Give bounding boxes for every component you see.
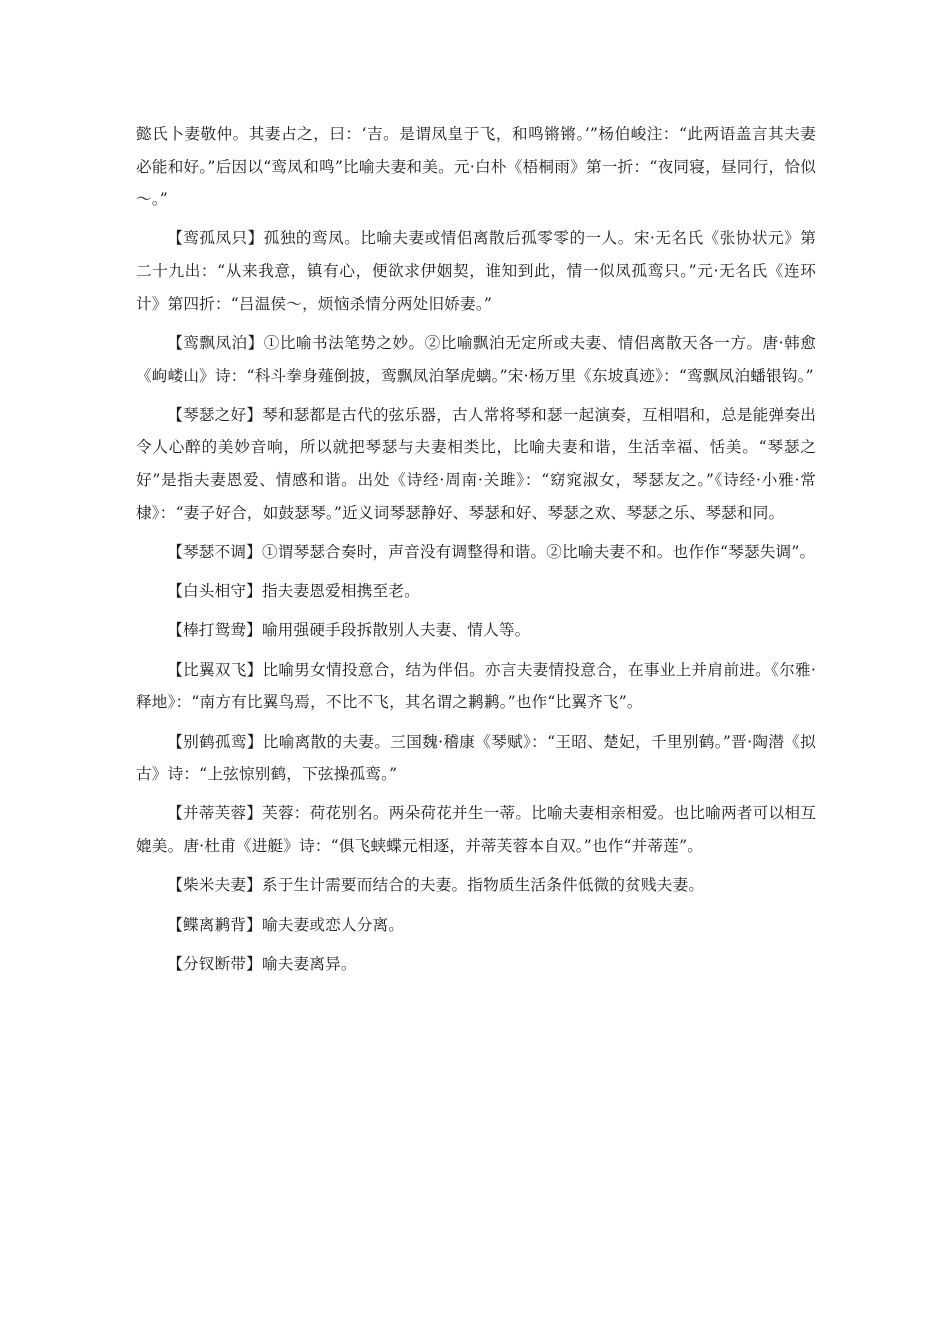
entry-text: 系于生计需要而结合的夫妻。指物质生活条件低微的贫贱夫妻。: [261, 876, 705, 895]
entry-text: 喻夫妻离异。: [261, 954, 357, 973]
entry-term: 【分钗断带】: [167, 954, 262, 973]
entry-qin-se-bu-tiao: [136, 536, 816, 569]
entry-text: ①比喻书法笔势之妙。②比喻飘泊无定所或夫妻、情侣离散天各一方。唐·韩愈《岣嵝山》诗：“科斗拳身薤倒披，鸾飘凤泊拏虎螭。”宋·杨万里《东坡真迹》：“鸾飘凤泊蟠银钩。”: [136, 333, 816, 385]
entry-term: 【柴米夫妻】: [167, 876, 262, 895]
entry-luan-piao-feng-bo: [136, 327, 816, 392]
entry-bang-da-yuan-yang: [136, 614, 816, 647]
entry-luan-gu-feng-zhi: [136, 222, 816, 320]
entry-bai-tou-xiang-shou: [136, 575, 816, 608]
entry-term: 【鲽离鹣背】: [167, 915, 262, 934]
entry-text: 芙蓉：荷花别名。两朵荷花并生一蒂。比喻夫妻相亲相爱。也比喻两者可以相互媲美。唐·杜甫《进艇》诗：“俱飞蛱蝶元相逐，并蒂芙蓉本自双。”也作“并蒂莲”。: [136, 804, 816, 856]
entry-term: 【琴瑟不调】: [167, 542, 262, 561]
entry-term: 【别鹤孤鸾】: [167, 732, 263, 751]
entry-text: ①谓琴瑟合奏时，声音没有调整得和谐。②比喻夫妻不和。也作作“琴瑟失调”。: [261, 542, 816, 561]
entry-die-li-jian-bei: [136, 909, 816, 942]
entry-text: 比喻男女情投意合，结为伴侣。亦言夫妻情投意合，在事业上并肩前进。《尔雅·释地》：“南方有比翼鸟焉，不比不飞，其名谓之鹣鹣。”也作“比翼齐飞”。: [136, 660, 817, 712]
entry-qin-se-zhi-hao: [136, 399, 816, 529]
entry-term: 【鸾孤凤只】: [167, 229, 264, 248]
entry-continuation: [136, 118, 816, 216]
entry-bing-di-fu-rong: [136, 797, 816, 862]
entry-text: 孤独的鸾凤。比喻夫妻或情侣离散后孤零零的一人。宋·无名氏《张协状元》第二十九出：“从来我意，镇有心，便欲求伊姻契，谁知到此，情一似凤孤鸾只。”元·无名氏《连环计》第四折：“吕温侯～，烦恼杀情分两处旧娇妻。”: [136, 229, 816, 313]
entry-bie-he-gu-luan: [136, 726, 816, 791]
entry-term: 【白头相守】: [167, 582, 262, 601]
entry-fen-chai-duan-dai: [136, 948, 816, 981]
entry-bi-yi-shuang-fei: [136, 654, 816, 719]
entry-text: 指夫妻恩爱相携至老。: [261, 582, 420, 601]
entry-term: 【并蒂芙蓉】: [167, 804, 263, 823]
entry-text: 喻夫妻或恋人分离。: [261, 915, 405, 934]
entry-text: 琴和瑟都是古代的弦乐器，古人常将琴和瑟一起演奏，互相唱和，总是能弹奏出令人心醉的美妙音响，所以就把琴瑟与夫妻相类比，比喻夫妻和谐，生活幸福、恬美。“琴瑟之好”是指夫妻恩爱、情感和谐。出处《诗经·周南·关雎》：“窈窕淑女，琴瑟友之。”《诗经·小雅·常棣》：“妻子好合，如鼓瑟琴。”近义词琴瑟静好、琴瑟和好、琴瑟之欢、琴瑟之乐、琴瑟和同。: [136, 405, 816, 522]
entry-chai-mi-fu-qi: [136, 869, 816, 902]
document-body: [136, 118, 816, 987]
entry-text: 喻用强硬手段拆散别人夫妻、情人等。: [261, 621, 531, 640]
entry-text: 懿氏卜妻敬仲。其妻占之，曰：‘吉。是谓凤皇于飞，和鸣锵锵。’”杨伯峻注：“此两语盖言其夫妻必能和好。”后因以“鸾凤和鸣”比喻夫妻和美。元·白朴《梧桐雨》第一折：“夜同寝，昼同行，恰似～。”: [136, 125, 816, 209]
entry-term: 【棒打鸳鸯】: [167, 621, 262, 640]
entry-text: 比喻离散的夫妻。三国魏·稽康《琴赋》：“王昭、楚妃，千里别鹤。”晋·陶潜《拟古》诗：“上弦惊别鹤，下弦操孤鸾。”: [136, 732, 817, 784]
entry-term: 【鸾飘凤泊】: [167, 333, 264, 352]
entry-term: 【琴瑟之好】: [167, 405, 263, 424]
entry-term: 【比翼双飞】: [167, 660, 263, 679]
